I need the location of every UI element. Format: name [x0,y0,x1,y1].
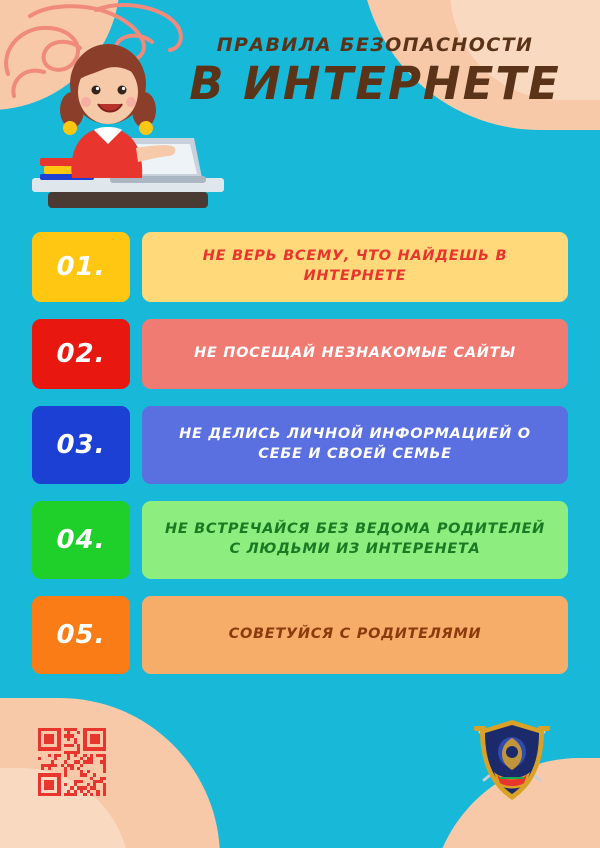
rule-item-1 [32,232,568,302]
title-line-1: ПРАВИЛА БЕЗОПАСНОСТИ [216,34,534,56]
rule-number-4: 04. [32,501,130,579]
investigative-committee-emblem [470,714,554,806]
rule-text-3: НЕ ДЕЛИСЬ ЛИЧНОЙ ИНФОРМАЦИЕЙ О СЕБЕ И СВОЕЙ СЕМЬЕ [142,406,568,484]
rule-text-2: НЕ ПОСЕЩАЙ НЕЗНАКОМЫЕ САЙТЫ [142,319,568,389]
poster-title [170,34,580,110]
rule-text-4: НЕ ВСТРЕЧАЙСЯ БЕЗ ВЕДОМА РОДИТЕЛЕЙ С ЛЮДЬМИ ИЗ ИНТЕРЕНЕТА [142,501,568,579]
rule-item-5 [32,596,568,674]
rule-item-2 [32,319,568,389]
title-line-2: В ИНТЕРНЕТЕ [189,57,561,110]
rule-number-3: 03. [32,406,130,484]
rule-item-4 [32,501,568,579]
rule-item-3 [32,406,568,484]
qr-code[interactable] [38,728,106,796]
rule-number-5: 05. [32,596,130,674]
rule-number-1: 01. [32,232,130,302]
rule-text-1: НЕ ВЕРЬ ВСЕМУ, ЧТО НАЙДЕШЬ В ИНТЕРНЕТЕ [142,232,568,302]
rule-text-5: СОВЕТУЙСЯ С РОДИТЕЛЯМИ [142,596,568,674]
rules-list [32,232,568,691]
rule-number-2: 02. [32,319,130,389]
